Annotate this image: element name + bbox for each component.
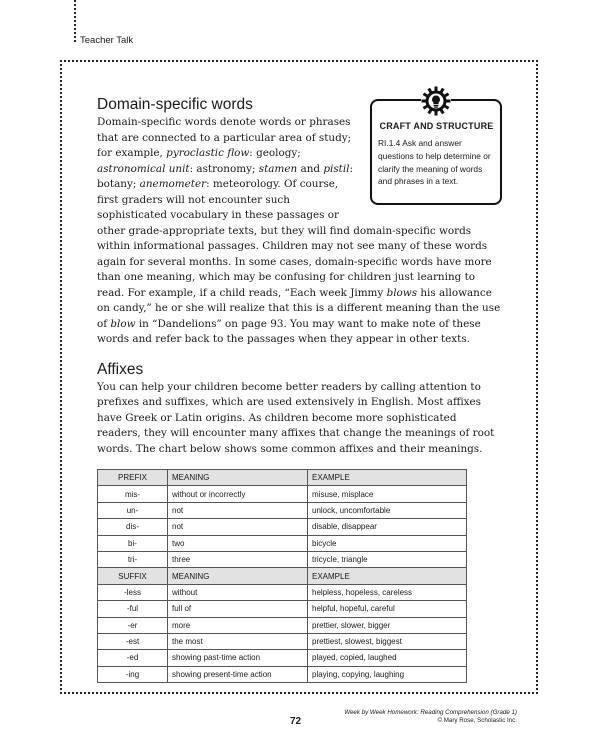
- text-run: : botany;: [97, 162, 354, 190]
- example-cell: helpless, hopeless, careless: [308, 584, 467, 600]
- text-run: Domain-specific words denote words or phrases that are connected to a particular area of study; for example,: [97, 116, 352, 159]
- meaning-cell: showing present-time action: [168, 666, 308, 682]
- italic-term: stamen: [258, 162, 298, 175]
- italic-term: anemometer: [139, 178, 207, 190]
- table-row: [98, 633, 467, 649]
- text-run: and: [297, 162, 324, 175]
- affix-cell: -ing: [98, 666, 168, 682]
- running-head: Teacher Talk: [80, 35, 134, 46]
- affix-cell: bi-: [98, 535, 168, 551]
- meaning-cell: two: [168, 535, 308, 551]
- example-cell: disable, disappear: [308, 519, 467, 535]
- affixes-paragraph: You can help your children become better readers by calling attention to prefixes and suffixes, which are used extensively in English. Most affixes have Greek or Latin origins. As children become more sophisticated readers, they will encounter many affixes that change the meanings of root words. The chart below shows some common affixes and their meanings.: [97, 380, 495, 455]
- text-run: his allowance on candy,” he or she will realize that this is a different meaning than the use of: [97, 286, 501, 330]
- affix-cell: -ful: [98, 601, 168, 617]
- affix-table: [97, 469, 467, 683]
- affix-cell: tri-: [98, 551, 168, 567]
- column-header: MEANING: [168, 470, 308, 486]
- example-cell: helpful, hopeful, careful: [308, 601, 467, 617]
- text-run: : geology;: [249, 147, 301, 159]
- suffix-header-row: [98, 568, 467, 584]
- callout-title: CRAFT AND STRUCTURE: [379, 121, 494, 131]
- meaning-cell: more: [168, 617, 308, 633]
- meaning-cell: showing past-time action: [168, 650, 308, 666]
- meaning-cell: without: [168, 584, 308, 600]
- meaning-cell: three: [168, 551, 308, 567]
- table-row: [98, 601, 467, 617]
- affix-cell: -ed: [98, 650, 168, 666]
- affix-cell: mis-: [98, 486, 168, 502]
- italic-term: blow: [110, 317, 136, 330]
- example-cell: prettier, slower, bigger: [308, 617, 467, 633]
- table-row: [98, 551, 467, 567]
- text-run: : astronomy;: [189, 162, 259, 175]
- lightbulb-gear-icon: [421, 86, 451, 116]
- example-cell: misuse, misplace: [308, 486, 467, 502]
- text-run: : meteorology. Of course, first graders will not encounter such sophisticated vocabulary in these passages or other grade-appropriate texts, but they will find domain-specific words within informational passages. Children may not see many of these words again for several months. In some cases, domain-specific words have more than one meaning, which may be confusing for children just learning to read. For example, if a child reads, “Each week Jimmy: [97, 178, 492, 299]
- affix-cell: -less: [98, 584, 168, 600]
- table-row: [98, 502, 467, 518]
- italic-term: pyroclastic flow: [166, 147, 250, 159]
- column-header: EXAMPLE: [308, 470, 467, 486]
- column-header: SUFFIX: [98, 568, 168, 584]
- table-row: [98, 535, 467, 551]
- column-header: MEANING: [168, 568, 308, 584]
- italic-term: blows: [386, 286, 418, 299]
- footer-credit: [344, 709, 517, 725]
- page-number: 72: [290, 716, 302, 727]
- affix-cell: dis-: [98, 519, 168, 535]
- italic-term: pistil: [323, 162, 350, 175]
- table-row: [98, 617, 467, 633]
- table-row: [98, 584, 467, 600]
- example-cell: tricycle, triangle: [308, 551, 467, 567]
- meaning-cell: the most: [168, 633, 308, 649]
- section-heading-affixes: Affixes: [97, 360, 144, 378]
- main-content: [97, 95, 502, 683]
- meaning-cell: full of: [168, 601, 308, 617]
- column-header: PREFIX: [98, 470, 168, 486]
- dotted-margin-line: [74, 0, 76, 42]
- example-cell: unlock, uncomfortable: [308, 502, 467, 518]
- meaning-cell: not: [168, 519, 308, 535]
- example-cell: bicycle: [308, 535, 467, 551]
- example-cell: prettiest, slowest, biggest: [308, 633, 467, 649]
- standards-callout: [370, 99, 502, 205]
- table-row: [98, 486, 467, 502]
- copyright-notice: © Mary Rose, Scholastic Inc.: [437, 717, 517, 724]
- text-run: in “Dandelions” on page 93. You may want to make note of these words and refer back to the passages when they appear in other texts.: [97, 317, 481, 345]
- meaning-cell: without or incorrectly: [168, 486, 308, 502]
- example-cell: played, copied, laughed: [308, 650, 467, 666]
- table-row: [98, 650, 467, 666]
- italic-term: astronomical unit: [97, 162, 190, 175]
- table-row: [98, 666, 467, 682]
- example-cell: playing, copying, laughing: [308, 666, 467, 682]
- series-title: Week by Week Homework: Reading Comprehension (Grade 1): [344, 709, 517, 716]
- column-header: EXAMPLE: [308, 568, 467, 584]
- meaning-cell: not: [168, 502, 308, 518]
- prefix-header-row: [98, 470, 467, 486]
- section-heading-domain-words: Domain-specific words: [97, 96, 253, 113]
- affix-cell: un-: [98, 502, 168, 518]
- callout-text: RI.1.4 Ask and answer questions to help determine or clarify the meaning of words and phrases in a text.: [378, 138, 491, 187]
- table-row: [98, 519, 467, 535]
- affix-cell: -est: [98, 633, 168, 649]
- affix-cell: -er: [98, 617, 168, 633]
